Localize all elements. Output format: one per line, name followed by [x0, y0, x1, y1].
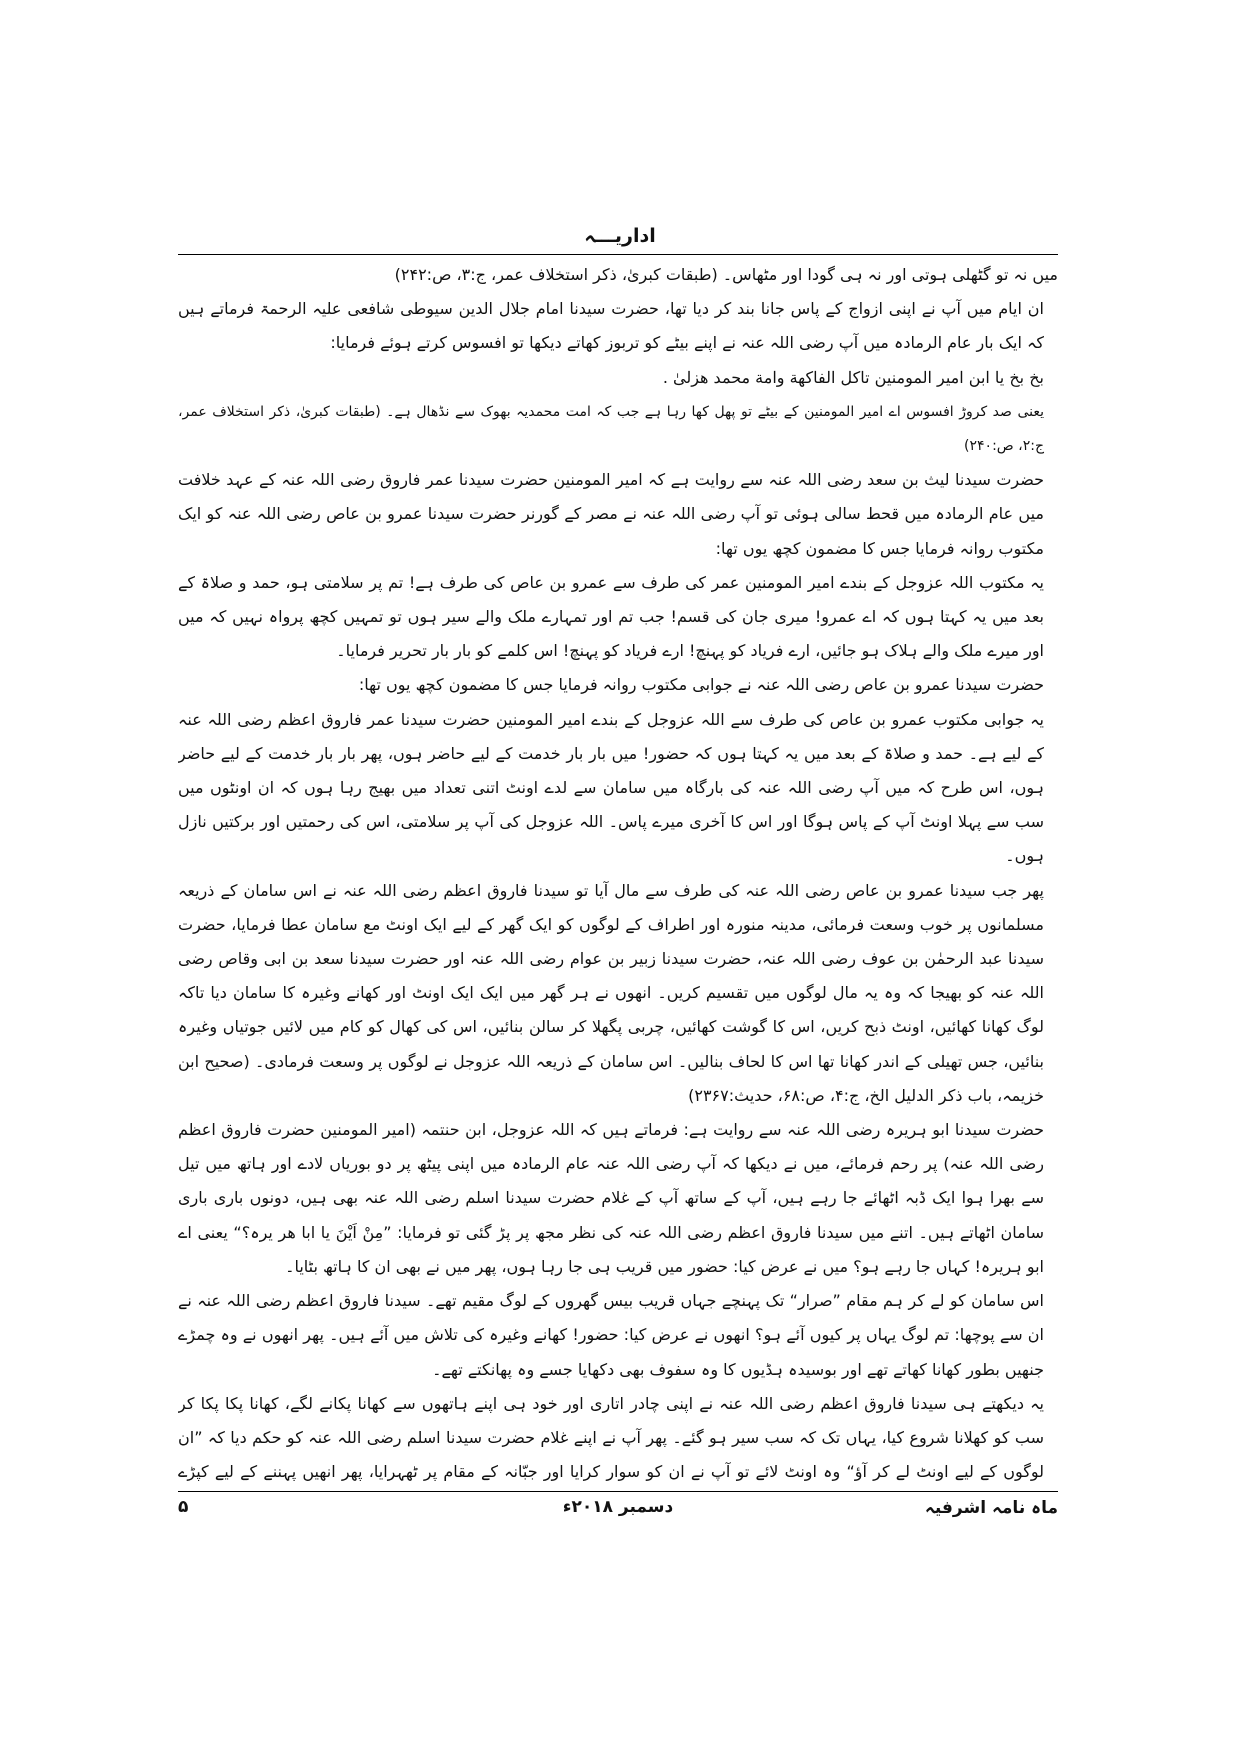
paragraph: یہ مکتوب اللہ عزوجل کے بندے امیر المومنین عمر کی طرف سے عمرو بن عاص کی طرف ہے! تم پر سلامتی ہو، حمد و صلاۃ کے بعد میں یہ کہتا ہوں کہ اے عمرو! میری جان کی قسم! جب تم اور تمہارے ملک والے سیر ہوں تو تمہیں کچھ پرواہ نہیں کہ میں اور میرے ملک والے ہلاک ہو جائیں، ارے فریاد کو پہنچ! ارے فریاد کو پہنچ! اس کلمے کو بار بار تحریر فرمایا۔	[178, 572, 1045, 661]
paragraph: اس سامان کو لے کر ہم مقام ”صرار“ تک پہنچے جہاں قریب بیس گھروں کے لوگ مقیم تھے۔ سیدنا فاروق اعظم رضی اللہ عنہ نے ان سے پوچھا: تم لوگ یہاں پر کیوں آئے ہو؟ انھوں نے عرض کیا: حضور! کھانے وغیرہ کی تلاش میں آئے ہیں۔ پھر انھوں نے وہ چمڑے جنھیں بطور کھانا کھاتے تھے اور بوسیدہ ہڈیوں کا وہ سفوف بھی دکھایا جسے وہ پھانکتے تھے۔	[178, 1291, 1044, 1379]
paragraph: حضرت سیدنا عمرو بن عاص رضی اللہ عنہ نے جوابی مکتوب روانہ فرمایا جس کا مضمون کچھ یوں تھا:	[358, 675, 1044, 695]
article-body	[178, 258, 1058, 1486]
issue-date: دسمبر ۲۰۱۸ء	[562, 1497, 674, 1517]
section-title: اداریـــہ	[584, 225, 656, 247]
paragraph: یہ دیکھتے ہی سیدنا فاروق اعظم رضی اللہ عنہ نے اپنی چادر اتاری اور خود ہی اپنے ہاتھوں سے کھانا پکانے لگے، کھانا پکا پکا کر سب کو کھلانا شروع کیا، یہاں تک کہ سب سیر ہو گئے۔ پھر آپ نے اپنے غلام حضرت سیدنا اسلم رضی اللہ عنہ کو حکم دیا کہ ”ان لوگوں کے لیے اونٹ لے کر آؤ“ وہ اونٹ لائے تو آپ نے ان کو سوار کرایا اور جبّانہ کے مقام پر ٹھہرایا، پھر انھیں پہننے کے لیے کپڑے	[178, 1393, 1044, 1482]
footer-rule	[178, 1491, 1058, 1492]
paragraph: یعنی صد کروڑ افسوس اے امیر المومنین کے بیٹے تو پھل کھا رہا ہے جب کہ امت محمدیہ بھوک سے نڈھال ہے۔ (طبقات کبریٰ، ذکر استخلاف عمر، ج:۲، ص:۲۴۰)	[178, 403, 1044, 455]
header-rule	[178, 254, 1058, 255]
paragraph: حضرت سیدنا ابو ہریرہ رضی اللہ عنہ سے روایت ہے: فرماتے ہیں کہ اللہ عزوجل، ابن حنتمہ (امیر المومنین حضرت فاروق اعظم رضی اللہ عنہ) پر رحم فرمائے، میں نے دیکھا کہ آپ رضی اللہ عنہ عام الرمادہ میں اپنی پیٹھ پر دو بوریاں لادے اور ہاتھ میں تیل سے بھرا ہوا ایک ڈبہ اٹھائے جا رہے ہیں، آپ کے ساتھ آپ کے غلام حضرت سیدنا اسلم رضی اللہ عنہ بھی ہیں، دونوں باری باری سامان اٹھاتے ہیں۔ اتنے میں سیدنا فاروق اعظم رضی اللہ عنہ کی نظر مجھ پر پڑ گئی تو فرمایا: ”مِنْ اَیْنَ یا ابا ھر یرہ؟“ یعنی اے ابو ہریرہ! کہاں جا رہے ہو؟ میں نے عرض کیا: حضور میں قریب ہی جا رہا ہوں، پھر میں نے بھی ان کا ہاتھ بٹایا۔	[178, 1120, 1044, 1276]
paragraph: یہ جوابی مکتوب عمرو بن عاص کی طرف سے اللہ عزوجل کے بندے امیر المومنین حضرت سیدنا عمر فاروق اعظم رضی اللہ عنہ کے لیے ہے۔ حمد و صلاۃ کے بعد میں یہ کہتا ہوں کہ حضور! میں بار بار خدمت کے لیے حاضر ہوں، پھر بار بار خدمت کے لیے حاضر ہوں، اس طرح کہ میں آپ رضی اللہ عنہ کی بارگاہ میں سامان سے لدے اونٹ اتنی تعداد میں بھیج رہا ہوں کہ ان اونٹوں میں سب سے پہلا اونٹ آپ کے پاس ہوگا اور اس کا آخری میرے پاس۔ اللہ عزوجل کی آپ پر سلامتی، اس کی رحمتیں اور برکتیں نازل ہوں۔	[178, 709, 1044, 866]
paragraph: پھر جب سیدنا عمرو بن عاص رضی اللہ عنہ کی طرف سے مال آیا تو سیدنا فاروق اعظم رضی اللہ عنہ نے اس سامان کے ذریعہ مسلمانوں پر خوب وسعت فرمائی، مدینہ منورہ اور اطراف کے لوگوں کو ایک گھر کے لیے ایک اونٹ مع سامان عطا فرمایا، حضرت سیدنا عبد الرحمٰن بن عوف رضی اللہ عنہ، حضرت سیدنا زبیر بن عوام رضی اللہ عنہ اور حضرت سیدنا سعد بن ابی وقاص رضی اللہ عنہ کو بھیجا کہ وہ یہ مال لوگوں میں تقسیم کریں۔ انھوں نے ہر گھر میں ایک ایک اونٹ اور کھانے وغیرہ کا سامان دیا تاکہ لوگ کھانا کھائیں، اونٹ ذبح کریں، اس کا گوشت کھائیں، چربی پگھلا کر سالن بنائیں، اس کی کھال کو کام میں لائیں جوتیاں وغیرہ بنائیں، جس تھیلی کے اندر کھانا تھا اس کا لحاف بنالیں۔ اس سامان کے ذریعہ اللہ عزوجل نے لوگوں پر وسعت فرمادی۔ (صحیح ابن خزیمہ، باب ذکر الدلیل الخ، ج:۴، ص:۶۸، حدیث:۲۳۶۷)	[178, 880, 1044, 1105]
arabic-quote: بخ بخ یا ابن امیر المومنین تاکل الفاکھة وامة محمد ھزلیٰ .	[662, 367, 1044, 387]
paragraph: ان ایام میں آپ نے اپنی ازواج کے پاس جانا بند کر دیا تھا، حضرت سیدنا امام جلال الدین سیوطی شافعی علیہ الرحمۃ فرماتے ہیں کہ ایک بار عام الرمادہ میں آپ رضی اللہ عنہ نے اپنے بیٹے کو تربوز کھاتے دیکھا تو افسوس کرتے ہوئے فرمایا:	[178, 299, 1044, 353]
journal-name: ماہ نامہ اشرفیہ	[924, 1498, 1058, 1518]
paragraph: میں نہ تو گٹھلی ہوتی اور نہ ہی گودا اور مٹھاس۔ (طبقات کبریٰ، ذکر استخلاف عمر، ج:۳، ص:۲۴۲)	[394, 265, 1058, 284]
paragraph: حضرت سیدنا لیث بن سعد رضی اللہ عنہ سے روایت ہے کہ امیر المومنین حضرت سیدنا عمر فاروق رضی اللہ عنہ کے عہد خلافت میں عام الرمادہ میں قحط سالی ہوئی تو آپ رضی اللہ عنہ نے مصر کے گورنر حضرت سیدنا عمرو بن عاص رضی اللہ عنہ کو ایک مکتوب روانہ فرمایا جس کا مضمون کچھ یوں تھا:	[178, 470, 1044, 558]
page-number: ۵	[178, 1497, 189, 1517]
page-footer	[178, 1497, 1058, 1529]
